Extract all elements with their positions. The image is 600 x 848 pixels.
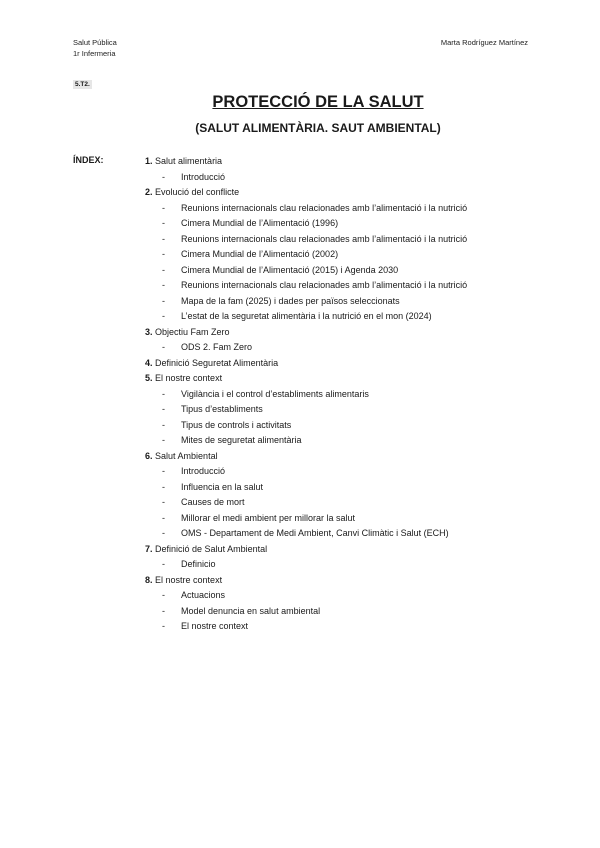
list-dash: - [162,295,165,306]
toc-section [145,325,540,341]
section-number: 4. [145,357,153,368]
subitem-text: ODS 2. Fam Zero [181,342,253,352]
section-title: Definició de Salut Ambiental [155,543,268,554]
list-dash: - [162,280,165,290]
toc-subitem [145,402,540,418]
header-left [73,38,117,59]
section-number: 7. [145,543,153,554]
list-dash: - [162,171,165,182]
subitem-text: Causes de mort [181,497,245,507]
subitem-text: Cimera Mundial de l’Alimentació (2015) i Agenda 2030 [181,264,399,275]
list-dash: - [162,202,165,213]
list-dash: - [162,497,165,507]
list-dash: - [162,590,165,600]
toc-subitem [145,247,540,263]
list-dash: - [162,388,165,399]
section-number: 8. [145,574,153,585]
subitem-text: Introducció [181,171,226,182]
toc-subitem [145,309,540,325]
section-number: 5. [145,373,153,383]
section-title: Objectiu Fam Zero [155,326,230,337]
list-dash: - [162,233,165,244]
subitem-text: Reunions internacionals clau relacionades amb l’alimentació i la nutrició [181,202,468,213]
toc-subitem [145,216,540,232]
toc-section [145,542,540,558]
subitem-text: Influencia en la salut [181,481,264,492]
toc-subitem [145,278,540,294]
list-dash: - [162,264,165,275]
section-title: El nostre context [155,373,223,383]
toc-subitem [145,526,540,542]
toc-subitem [145,604,540,620]
toc-subitem [145,557,540,573]
toc-section [145,154,540,170]
toc-section [145,449,540,465]
toc-subitem [145,464,540,480]
toc-subitem [145,619,540,635]
list-dash: - [162,218,165,228]
subitem-text: Vigilància i el control d’establiments alimentaris [181,388,369,399]
toc-section [145,185,540,201]
subitem-text: Cimera Mundial de l’Alimentació (1996) [181,218,339,228]
header-course: 1r Infermeria [73,48,116,58]
subitem-text: Millorar el medi ambient per millorar la salut [181,512,356,523]
toc-subitem [145,340,540,356]
subitem-text: Mapa de la fam (2025) i dades per països seleccionats [181,295,400,306]
subitem-text: Reunions internacionals clau relacionades amb l’alimentació i la nutrició [181,233,468,244]
header-author: Marta Rodríguez Martínez [440,38,528,47]
subitem-text: Mites de seguretat alimentària [181,435,302,445]
subitem-text: Tipus d’establiments [181,404,263,414]
list-dash: - [162,311,165,321]
toc-section [145,371,540,387]
list-dash: - [162,419,165,430]
toc-subitem [145,387,540,403]
section-title: El nostre context [155,574,223,585]
header-subject: Salut Pública [73,38,117,47]
subitem-text: Introducció [181,466,226,476]
subitem-text: OMS - Departament de Medi Ambient, Canvi Climàtic i Salut (ECH) [181,528,449,538]
subitem-text: Definicio [181,559,216,569]
section-number: 1. [145,156,153,166]
list-dash: - [162,621,165,631]
section-title: Salut alimentària [155,156,223,166]
toc-section [145,573,540,589]
list-dash: - [162,605,165,616]
list-dash: - [162,528,165,538]
topic-code: 5.T2. [75,81,90,88]
section-number: 2. [145,187,153,197]
subitem-text: El nostre context [181,621,249,631]
toc-subitem [145,418,540,434]
toc-subitem [145,232,540,248]
section-title: Salut Ambiental [155,450,218,461]
toc-subitem [145,170,540,186]
toc-subitem [145,263,540,279]
list-dash: - [162,559,165,569]
section-title: Evolució del conflicte [155,187,240,197]
page-title: PROTECCIÓ DE LA SALUT [212,93,424,111]
page-subtitle: (SALUT ALIMENTÀRIA. SAUT AMBIENTAL) [195,121,441,135]
subitem-text: Cimera Mundial de l’Alimentació (2002) [181,249,339,259]
table-of-contents [145,154,540,635]
section-title: Definició Seguretat Alimentària [155,357,279,368]
subitem-text: Tipus de controls i activitats [181,419,292,430]
section-number: 6. [145,450,153,461]
toc-subitem [145,294,540,310]
section-number: 3. [145,326,153,337]
toc-subitem [145,511,540,527]
list-dash: - [162,249,165,259]
subitem-text: Reunions internacionals clau relacionades amb l’alimentació i la nutrició [181,280,468,290]
toc-subitem [145,495,540,511]
list-dash: - [162,481,165,492]
toc-subitem [145,480,540,496]
subitem-text: L’estat de la seguretat alimentària i la nutrició en el mon (2024) [181,311,432,321]
list-dash: - [162,404,165,414]
list-dash: - [162,342,165,352]
toc-section [145,356,540,372]
toc-subitem [145,201,540,217]
subitem-text: Model denuncia en salut ambiental [181,605,321,616]
list-dash: - [162,466,165,476]
list-dash: - [162,512,165,523]
toc-subitem [145,588,540,604]
list-dash: - [162,435,165,445]
toc-subitem [145,433,540,449]
subitem-text: Actuacions [181,590,226,600]
index-label: ÍNDEX: [73,155,104,165]
